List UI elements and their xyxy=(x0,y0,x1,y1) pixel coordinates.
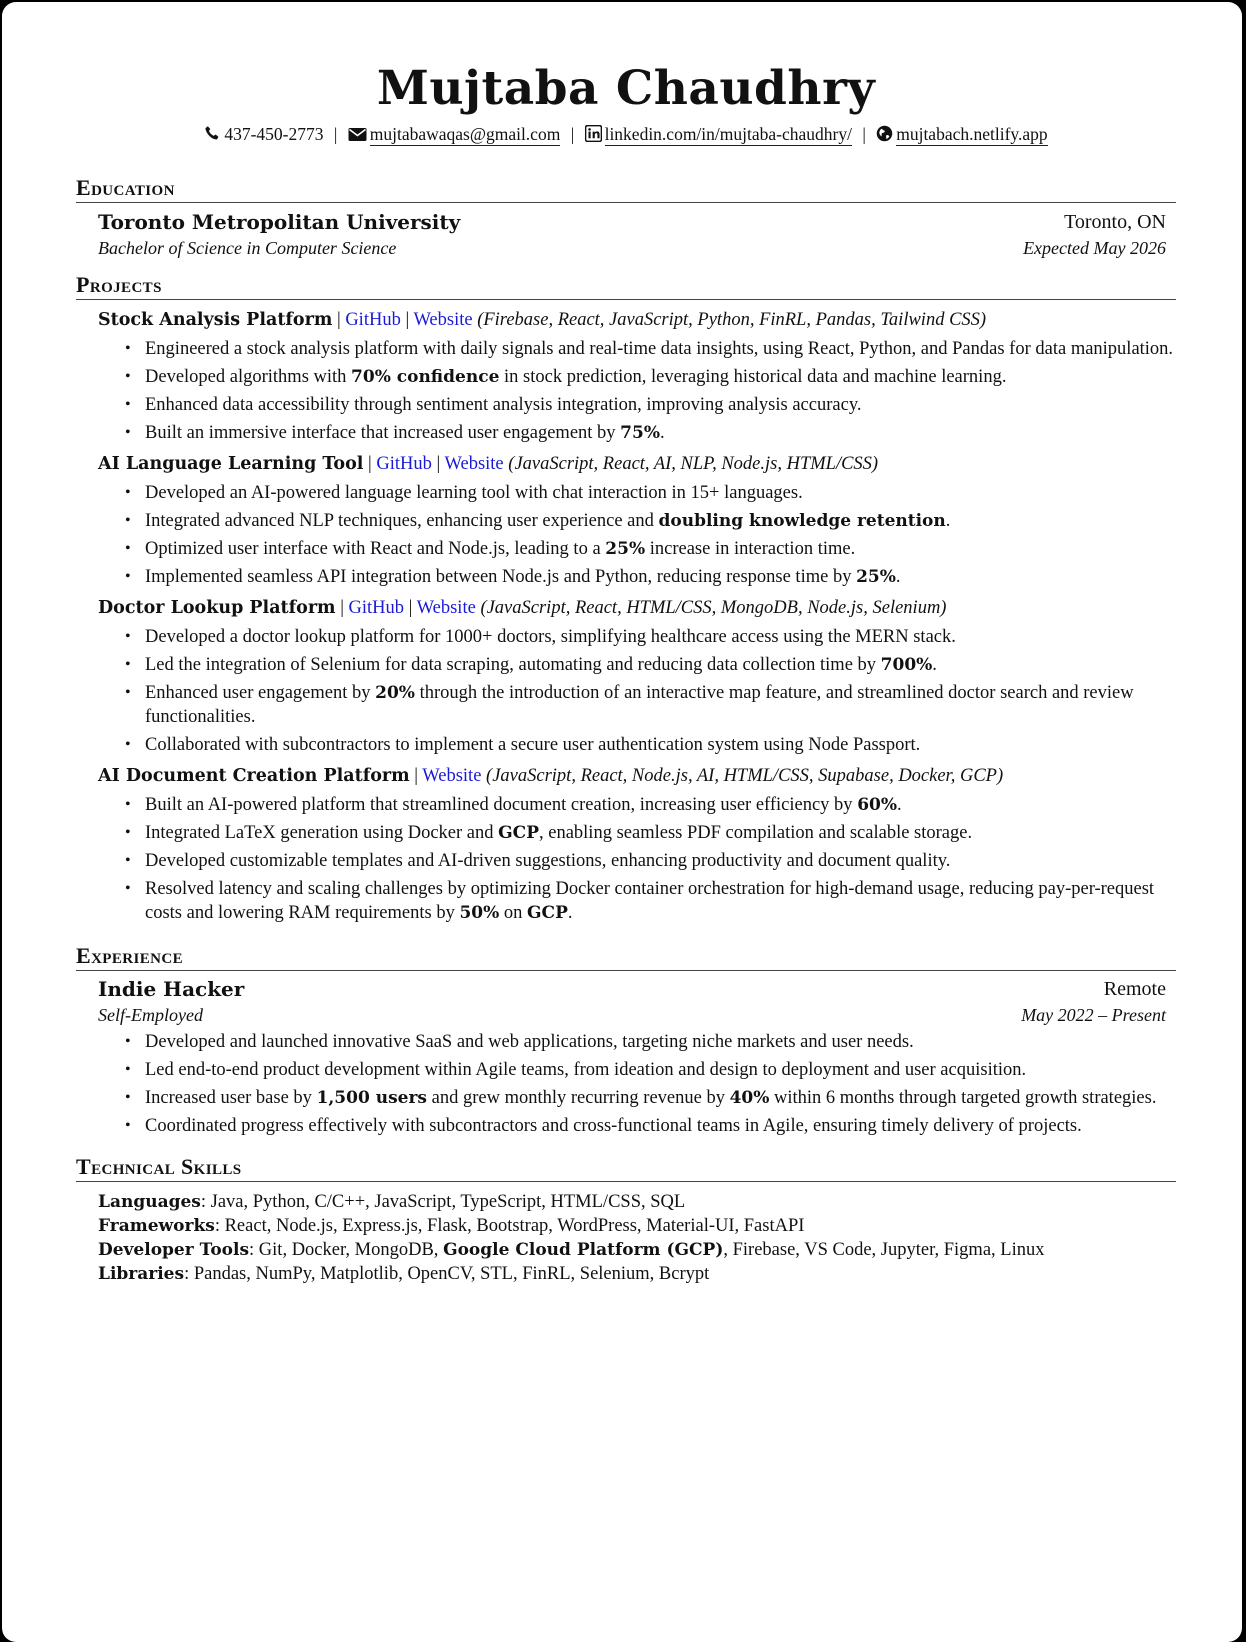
project-name: Stock Analysis Platform xyxy=(98,310,333,330)
experience-bullets xyxy=(76,1030,1176,1138)
bullet-item: • Optimized user interface with React and Node.js, leading to a 25% increase in interaction time. xyxy=(145,537,1176,561)
education-row-2 xyxy=(98,235,1176,262)
resume-content xyxy=(76,62,1176,1286)
project-name: AI Document Creation Platform xyxy=(98,766,410,786)
skills-tools: Developer Tools: Git, Docker, MongoDB, Google Cloud Platform (GCP), Firebase, VS Code, Jupyter, Figma, Linux xyxy=(98,1240,1045,1260)
bullet-item: • Developed algorithms with 70% confidence in stock prediction, leveraging historical data and machine learning. xyxy=(145,365,1176,389)
tech-stack: (Firebase, React, JavaScript, Python, FinRL, Pandas, Tailwind CSS) xyxy=(477,310,987,330)
job-location: Remote xyxy=(1103,978,1166,1000)
projects-section xyxy=(76,272,1176,925)
job-role: Indie Hacker xyxy=(98,977,245,1001)
bullet-item: • Developed an AI-powered language learning tool with chat interaction in 15+ languages. xyxy=(145,481,1176,505)
company: Self-Employed xyxy=(98,1005,203,1025)
school-location: Toronto, ON xyxy=(1064,211,1166,233)
experience-row-1 xyxy=(98,976,1176,1002)
bullet-item: • Resolved latency and scaling challenges by optimizing Docker container orchestration for high-demand usage, reducing pay-per-request costs and lowering RAM requirements by 50% on GCP. xyxy=(145,877,1176,925)
website-link[interactable]: mujtabach.netlify.app xyxy=(896,124,1048,144)
candidate-name: Mujtaba Chaudhry xyxy=(376,61,876,116)
project-heading: AI Language Learning Tool | GitHub | Website (JavaScript, React, AI, NLP, Node.js, HTML/CSS) xyxy=(98,454,879,474)
contact-separator: | xyxy=(570,124,575,144)
project-website-link[interactable]: Website xyxy=(413,310,473,330)
graduation-date: Expected May 2026 xyxy=(1023,238,1166,258)
education-section xyxy=(76,175,1176,262)
github-link[interactable]: GitHub xyxy=(345,310,401,330)
job-dates: May 2022 – Present xyxy=(1021,1005,1166,1025)
bullet-item: • Coordinated progress effectively with subcontractors and cross-functional teams in Agile, ensuring timely delivery of projects. xyxy=(145,1114,1176,1138)
globe-icon xyxy=(876,124,893,148)
envelope-icon xyxy=(348,124,367,148)
linkedin-link[interactable]: linkedin.com/in/mujtaba-chaudhry/ xyxy=(604,124,852,144)
project-bullets xyxy=(76,793,1176,925)
education-row-1 xyxy=(98,209,1176,235)
project-heading: Doctor Lookup Platform | GitHub | Website (JavaScript, React, HTML/CSS, MongoDB, Node.js, Selenium) xyxy=(98,598,947,618)
skills-libraries: Libraries: Pandas, NumPy, Matplotlib, OpenCV, STL, FinRL, Selenium, Bcrypt xyxy=(98,1264,710,1284)
section-title-skills: Technical Skills xyxy=(76,1154,1176,1182)
experience-row-2 xyxy=(98,1002,1176,1029)
bullet-item: • Developed and launched innovative SaaS and web applications, targeting niche markets and user needs. xyxy=(145,1030,1176,1054)
contact-separator: | xyxy=(333,124,338,144)
phone-icon xyxy=(204,124,221,148)
skills-section xyxy=(76,1154,1176,1286)
bullet-item: • Built an AI-powered platform that streamlined document creation, increasing user efficiency by 60%. xyxy=(145,793,1176,817)
bullet-item: • Integrated advanced NLP techniques, enhancing user experience and doubling knowledge retention. xyxy=(145,509,1176,533)
project-heading: Stock Analysis Platform | GitHub | Website (Firebase, React, JavaScript, Python, FinRL, Pandas, Tailwind CSS) xyxy=(98,310,987,330)
skills-frameworks: Frameworks: React, Node.js, Express.js, Flask, Bootstrap, WordPress, Material-UI, FastAPI xyxy=(98,1216,805,1236)
skills-list xyxy=(76,1190,1176,1286)
bullet-item: • Led end-to-end product development within Agile teams, from ideation and design to deployment and user acquisition. xyxy=(145,1058,1176,1082)
project-entry xyxy=(76,307,1176,445)
github-link[interactable]: GitHub xyxy=(348,598,405,618)
project-entry xyxy=(76,451,1176,589)
section-title-projects: Projects xyxy=(76,272,1176,300)
phone-number: 437-450-2773 xyxy=(224,124,324,144)
section-title-education: Education xyxy=(76,175,1176,203)
project-name: Doctor Lookup Platform xyxy=(98,598,336,618)
degree: Bachelor of Science in Computer Science xyxy=(98,238,397,258)
linkedin-icon xyxy=(585,124,602,148)
tech-stack: (JavaScript, React, Node.js, AI, HTML/CSS, Supabase, Docker, GCP) xyxy=(486,766,1004,786)
school-name: Toronto Metropolitan University xyxy=(98,210,461,234)
bullet-item: • Increased user base by 1,500 users and grew monthly recurring revenue by 40% within 6 months through targeted growth strategies. xyxy=(145,1086,1176,1110)
education-entry xyxy=(76,209,1176,262)
bullet-item: • Implemented seamless API integration between Node.js and Python, reducing response time by 25%. xyxy=(145,565,1176,589)
bullet-item: • Developed customizable templates and AI-driven suggestions, enhancing productivity and document quality. xyxy=(145,849,1176,873)
tech-stack: (JavaScript, React, AI, NLP, Node.js, HTML/CSS) xyxy=(508,454,879,474)
resume-page xyxy=(2,2,1242,1642)
bullet-item: • Led the integration of Selenium for data scraping, automating and reducing data collection time by 700%. xyxy=(145,653,1176,677)
skills-languages: Languages: Java, Python, C/C++, JavaScript, TypeScript, HTML/CSS, SQL xyxy=(98,1192,686,1212)
project-entry xyxy=(76,763,1176,925)
github-link[interactable]: GitHub xyxy=(376,454,432,474)
bullet-item: • Developed a doctor lookup platform for 1000+ doctors, simplifying healthcare access using the MERN stack. xyxy=(145,625,1176,649)
project-heading: AI Document Creation Platform | Website (JavaScript, React, Node.js, AI, HTML/CSS, Supabase, Docker, GCP) xyxy=(98,766,1004,786)
project-website-link[interactable]: Website xyxy=(416,598,476,618)
section-title-experience: Experience xyxy=(76,943,1176,971)
project-website-link[interactable]: Website xyxy=(422,766,482,786)
bullet-item: • Integrated LaTeX generation using Docker and GCP, enabling seamless PDF compilation and scalable storage. xyxy=(145,821,1176,845)
project-website-link[interactable]: Website xyxy=(444,454,504,474)
bullet-item: • Enhanced user engagement by 20% through the introduction of an interactive map feature, and streamlined doctor search and review functionalities. xyxy=(145,681,1176,729)
bullet-item: • Engineered a stock analysis platform with daily signals and real-time data insights, using React, Python, and Pandas for data manipulation. xyxy=(145,337,1176,361)
project-bullets xyxy=(76,337,1176,445)
contact-line xyxy=(76,122,1176,148)
project-name: AI Language Learning Tool xyxy=(98,454,364,474)
bullet-item: • Enhanced data accessibility through sentiment analysis integration, improving analysis accuracy. xyxy=(145,393,1176,417)
tech-stack: (JavaScript, React, HTML/CSS, MongoDB, Node.js, Selenium) xyxy=(480,598,947,618)
email-link[interactable]: mujtabawaqas@gmail.com xyxy=(369,124,561,144)
project-bullets xyxy=(76,481,1176,589)
contact-separator: | xyxy=(862,124,866,144)
project-entry xyxy=(76,595,1176,757)
experience-section xyxy=(76,943,1176,1138)
project-bullets xyxy=(76,625,1176,757)
experience-entry xyxy=(76,976,1176,1029)
bullet-item: • Built an immersive interface that increased user engagement by 75%. xyxy=(145,421,1176,445)
bullet-item: • Collaborated with subcontractors to implement a secure user authentication system using Node Passport. xyxy=(145,733,1176,757)
